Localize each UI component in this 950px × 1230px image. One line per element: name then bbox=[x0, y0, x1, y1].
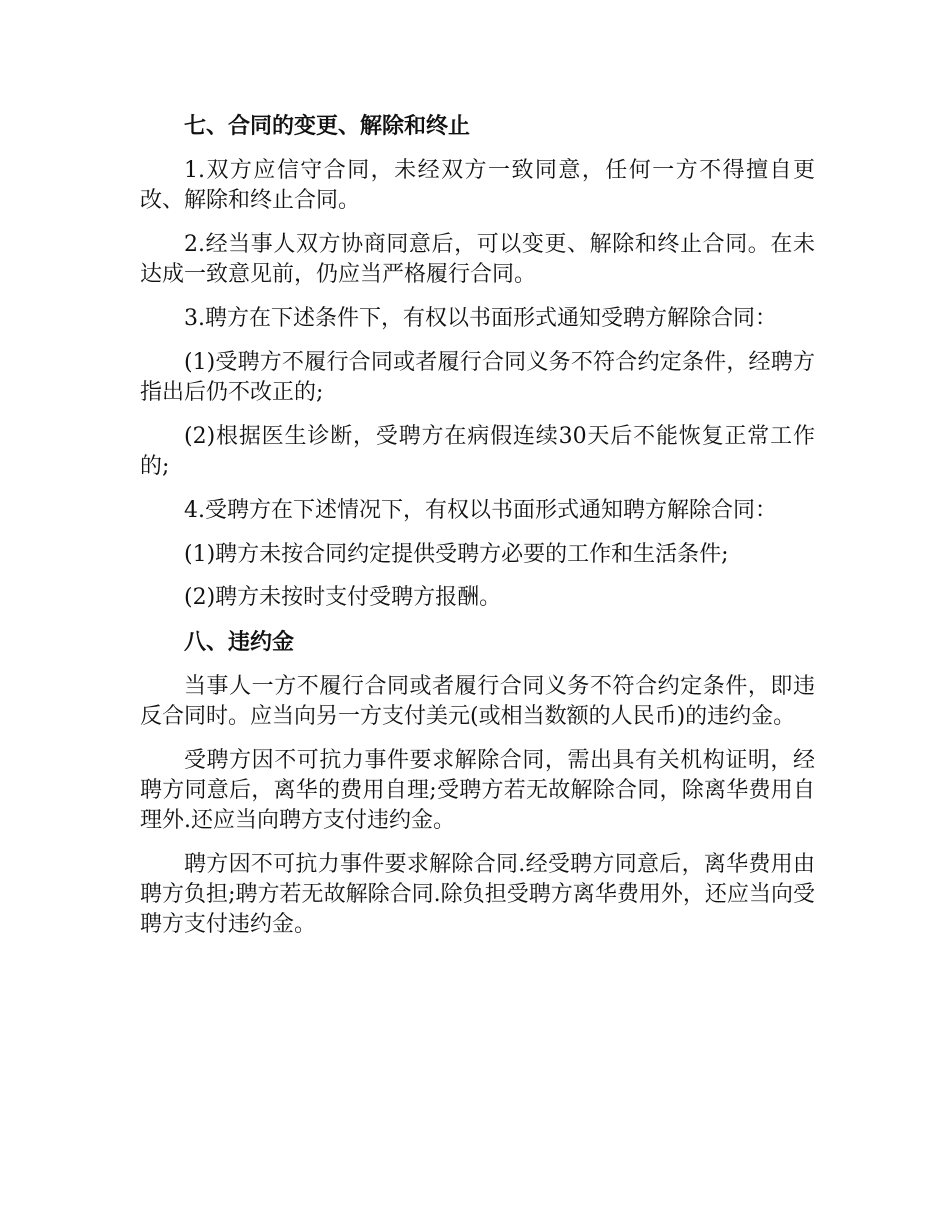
clause-paragraph: 受聘方因不可抗力事件要求解除合同，需出具有关机构证明，经聘方同意后，离华的费用自理;受聘方若无故解除合同，除离华费用自理外.还应当向聘方支付违约金。 bbox=[140, 748, 815, 833]
clause-subitem: (2)聘方未按时支付受聘方报酬。 bbox=[184, 585, 502, 610]
clause-subitem: (2)根据医生诊断，受聘方在病假连续30天后不能恢复正常工作的; bbox=[140, 424, 815, 479]
clause-subitem: (1)受聘方不履行合同或者履行合同义务不符合约定条件，经聘方指出后仍不改正的; bbox=[140, 350, 815, 405]
clause-paragraph: 当事人一方不履行合同或者履行合同义务不符合约定条件，即违反合同时。应当向另一方支付美元(或相当数额的人民币)的违约金。 bbox=[140, 674, 815, 729]
clause-paragraph: 2.经当事人双方协商同意后，可以变更、解除和终止合同。在未达成一致意见前，仍应当严格履行合同。 bbox=[140, 232, 815, 287]
document-body bbox=[140, 110, 815, 954]
clause-paragraph: 3.聘方在下述条件下，有权以书面形式通知受聘方解除合同： bbox=[184, 306, 777, 331]
section-heading-penalty: 八、违约金 bbox=[184, 630, 295, 655]
clause-paragraph: 4.受聘方在下述情况下，有权以书面形式通知聘方解除合同： bbox=[184, 498, 777, 523]
clause-paragraph: 聘方因不可抗力事件要求解除合同.经受聘方同意后，离华费用由聘方负担;聘方若无故解除合同.除负担受聘方离华费用外，还应当向受聘方支付违约金。 bbox=[140, 852, 815, 937]
clause-subitem: (1)聘方未按合同约定提供受聘方必要的工作和生活条件; bbox=[184, 542, 729, 567]
section-heading-termination: 七、合同的变更、解除和终止 bbox=[184, 114, 471, 139]
clause-paragraph: 1.双方应信守合同，未经双方一致同意，任何一方不得擅自更改、解除和终止合同。 bbox=[140, 158, 815, 213]
